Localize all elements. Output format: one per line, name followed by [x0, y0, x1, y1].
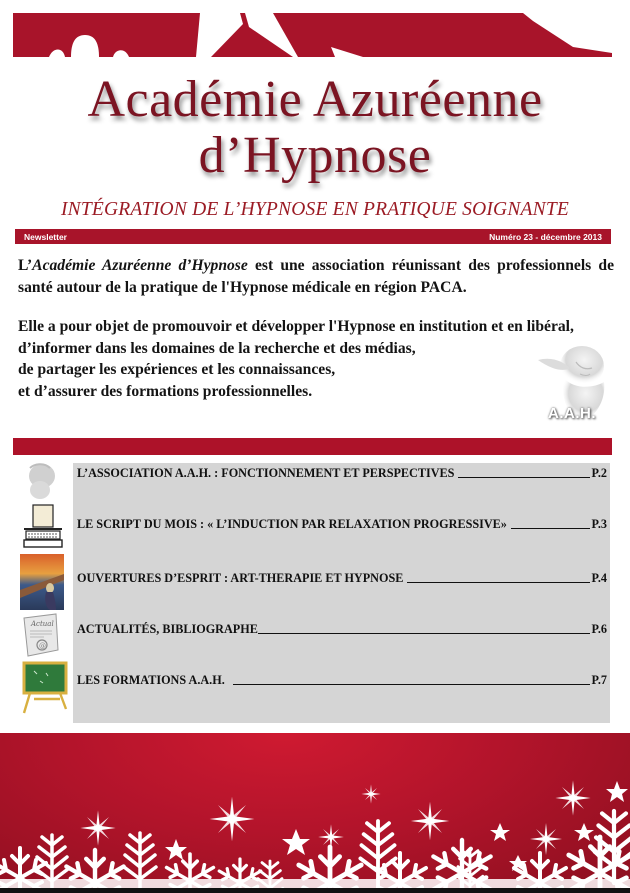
toc-item-page: P.7: [591, 673, 607, 687]
newsletter-label: Newsletter: [24, 231, 67, 242]
top-snowflake-banner: [13, 13, 612, 57]
toc-dotted-leader: [458, 477, 589, 478]
section-divider: [13, 438, 612, 455]
statue-head-icon: [20, 460, 62, 504]
mission-line: de partager les expériences et les connaissances,: [18, 361, 336, 378]
mission-paragraph: [18, 316, 574, 402]
toc-item[interactable]: [77, 673, 607, 688]
toc-dotted-leader: [258, 633, 590, 634]
org-name: Académie Azuréenne d’Hypnose: [32, 257, 248, 274]
page-bottom-edge: [0, 888, 630, 893]
christmas-footer-banner: [0, 733, 630, 888]
newsletter-bar: [15, 229, 611, 244]
toc-dotted-leader: [407, 582, 589, 583]
mission-line: et d’assurer des formations professionnelles.: [18, 382, 313, 400]
toc-item-page: P.6: [591, 622, 607, 636]
title-line-1: Académie Azuréenne: [87, 71, 543, 128]
snowflakes-stars-icon: [0, 733, 630, 888]
toc-dotted-leader: [233, 684, 590, 685]
toc-item-title: LES FORMATIONS A.A.H.: [77, 673, 225, 687]
mission-line: Elle a pour objet de promouvoir et développer l'Hypnose en institution et en libéral,: [18, 318, 574, 335]
title-line-2: d’Hypnose: [198, 127, 432, 184]
issue-number-date: Numéro 23 - décembre 2013: [489, 231, 602, 242]
svg-text:Actual: Actual: [31, 620, 54, 628]
toc-dotted-leader: [511, 528, 590, 529]
snowflake-pattern-icon: [13, 13, 612, 57]
the-scream-painting-icon: [20, 554, 64, 614]
toc-item[interactable]: [77, 571, 607, 586]
masthead-subtitle: INTÉGRATION DE L’HYPNOSE EN PRATIQUE SOIGNANTE: [60, 199, 570, 220]
aah-logo-label: A.A.H.: [548, 405, 596, 422]
toc-item-title: ACTUALITÉS, BIBLIOGRAPHE: [77, 622, 258, 636]
typewriter-icon: [20, 503, 66, 555]
toc-item[interactable]: [77, 517, 607, 532]
toc-item-page: P.3: [591, 517, 607, 531]
toc-item-page: P.2: [591, 466, 607, 480]
intro-paragraph: [18, 255, 614, 298]
mission-line: d’informer dans les domaines de la recherche et des médias,: [18, 339, 416, 357]
chalkboard-icon: [20, 661, 68, 719]
intro-rest: est une association réunissant des professionnels de santé autour de la pratique de l'Hypnose médicale en région PACA.: [18, 257, 614, 296]
toc-item-page: P.4: [591, 571, 607, 585]
toc-item[interactable]: [77, 466, 607, 481]
masthead-title: [0, 72, 630, 184]
toc-item-title: OUVERTURES D’ESPRIT : ART-THERAPIE ET HYPNOSE: [77, 571, 404, 585]
toc-item[interactable]: [77, 622, 607, 637]
intro-prefix: L’: [18, 257, 33, 274]
newspaper-icon: [20, 612, 62, 662]
svg-text:@: @: [39, 642, 46, 650]
toc-item-title: LE SCRIPT DU MOIS : « L’INDUCTION PAR RELAXATION PROGRESSIVE»: [77, 517, 507, 531]
toc-item-title: L’ASSOCIATION A.A.H. : FONCTIONNEMENT ET PERSPECTIVES: [77, 466, 455, 480]
